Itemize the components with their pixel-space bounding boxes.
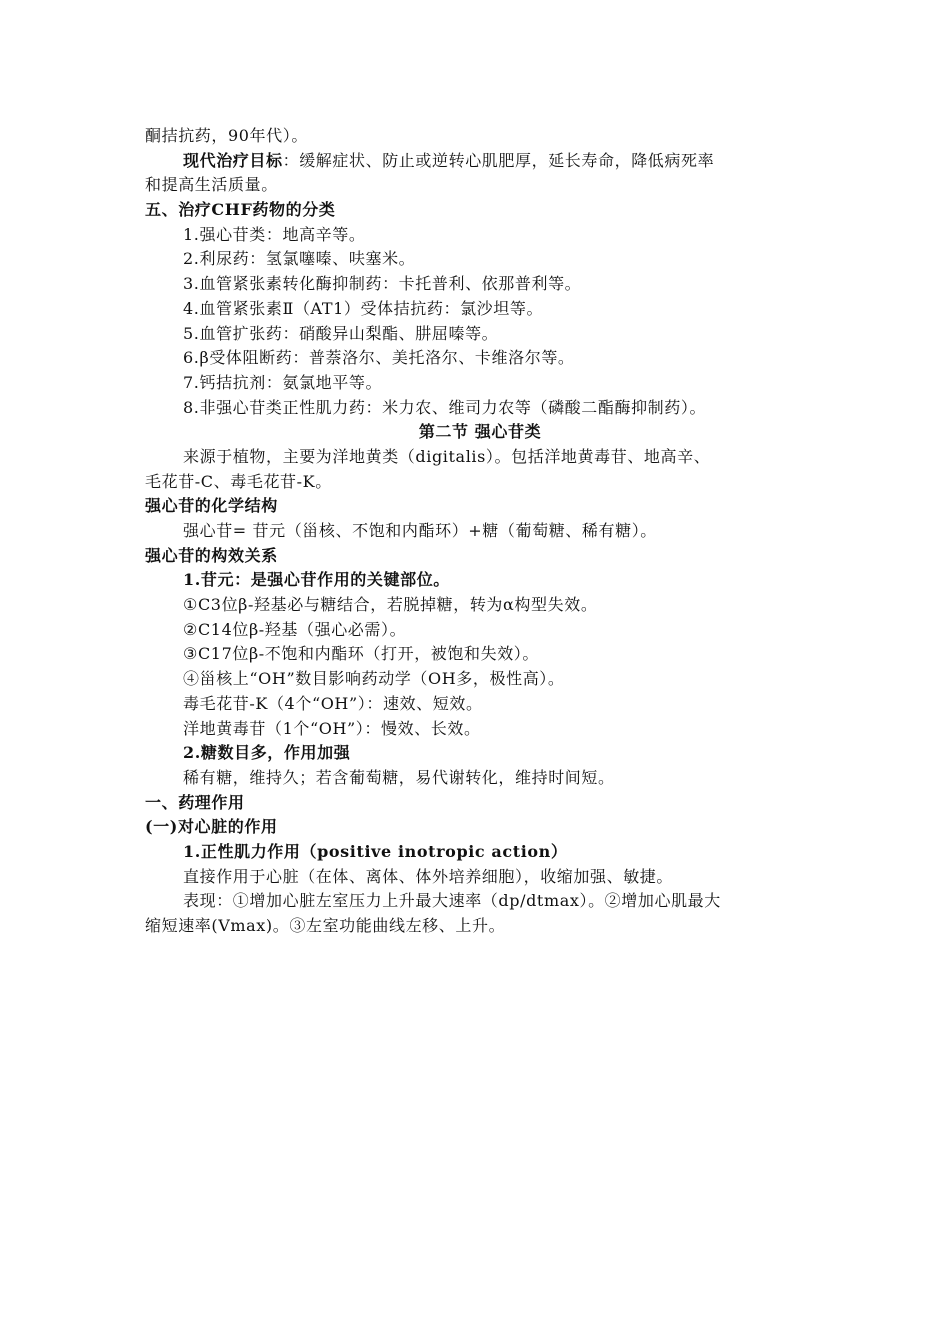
list-item: 7.钙拮抗剂：氨氯地平等。	[183, 372, 383, 392]
paragraph-line: 毛花苷-C、毒毛花苷-K。	[145, 471, 332, 491]
paragraph-line: 表现：①增加心脏左室压力上升最大速率（dp/dtmax）。②增加心肌最大	[183, 891, 721, 911]
list-item: 8.非强心苷类正性肌力药：米力农、维司力农等（磷酸二酯酶抑制药）。	[183, 397, 707, 417]
section-heading: 一、药理作用	[145, 792, 245, 812]
list-item: 毒毛花苷-K（4个“OH”）：速效、短效。	[183, 693, 483, 713]
paragraph-line: 缩短速率(Vmax)。③左室功能曲线左移、上升。	[145, 916, 506, 935]
point-heading: 1.正性肌力作用（positive inotropic action）	[183, 841, 568, 861]
treatment-goal-label: 现代治疗目标	[183, 150, 283, 170]
treatment-goal-text: ：缓解症状、防止或逆转心肌肥厚，延长寿命，降低病死率	[282, 150, 715, 170]
point-heading: 2.糖数目多，作用加强	[183, 743, 351, 763]
subsection-heading: 强心苷的构效关系	[145, 545, 278, 565]
chapter-section-title: 第二节 强心苷类	[418, 422, 542, 442]
list-item: ④甾核上“OH”数目影响药动学（OH多，极性高）。	[183, 669, 565, 689]
paragraph-line: 强心苷= 苷元（甾核、不饱和内酯环）+糖（葡萄糖、稀有糖）。	[183, 521, 657, 540]
list-item: 3.血管紧张素转化酶抑制药：卡托普利、依那普利等。	[183, 274, 582, 294]
list-item: ②C14位β-羟基（强心必需）。	[183, 619, 407, 639]
list-item: 1.强心苷类：地高辛等。	[183, 224, 366, 244]
list-item: ③C17位β-不饱和内酯环（打开，被饱和失效）。	[183, 644, 540, 664]
list-item: 2.利尿药：氢氯噻嗪、呋塞米。	[183, 249, 416, 269]
list-item: ①C3位β-羟基必与糖结合，若脱掉糖，转为α构型失效。	[183, 595, 598, 615]
treatment-goal-paragraph	[145, 149, 815, 174]
section-heading: 五、治疗CHF药物的分类	[145, 200, 336, 220]
paragraph-line: 来源于植物，主要为洋地黄类（digitalis）。包括洋地黄毒苷、地高辛、	[183, 446, 711, 466]
paragraph-line: 和提高生活质量。	[145, 175, 278, 195]
document-body	[145, 124, 815, 939]
paragraph-line: 稀有糖，维持久；若含葡萄糖，易代谢转化，维持时间短。	[183, 767, 615, 787]
list-item: 6.β受体阻断药：普萘洛尔、美托洛尔、卡维洛尔等。	[183, 348, 575, 368]
list-item: 洋地黄毒苷（1个“OH”）：慢效、长效。	[183, 718, 481, 738]
point-heading: 1.苷元：是强心苷作用的关键部位。	[183, 570, 450, 590]
list-item: 5.血管扩张药：硝酸异山梨酯、肼屈嗪等。	[183, 323, 499, 343]
subsection-heading: 强心苷的化学结构	[145, 496, 278, 516]
paragraph-line: 酮拮抗药，90年代）。	[145, 126, 308, 145]
paragraph-line: 直接作用于心脏（在体、离体、体外培养细胞），收缩加强、敏捷。	[183, 866, 674, 886]
list-item: 4.血管紧张素Ⅱ（AT1）受体拮抗药：氯沙坦等。	[183, 298, 544, 318]
subsection-heading: (一)对心脏的作用	[145, 817, 278, 837]
